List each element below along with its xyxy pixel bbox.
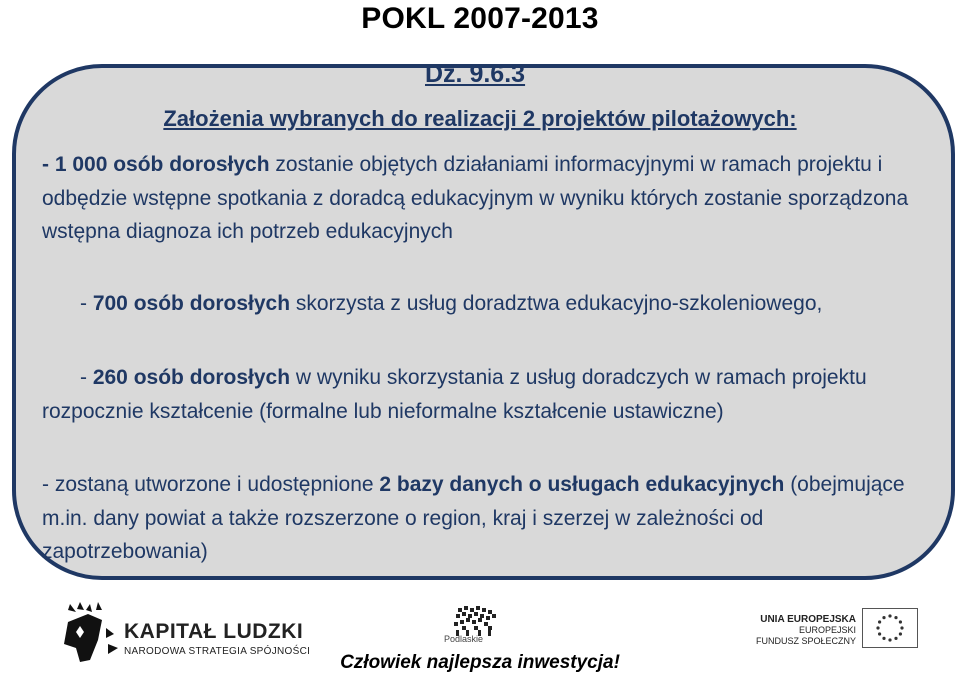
kl-title: KAPITAŁ LUDZKI	[124, 620, 304, 643]
podlaskie-label: Podlaskie	[444, 634, 484, 644]
eu-line-1: UNIA EUROPEJSKA	[760, 614, 856, 625]
page-title: POKL 2007-2013	[361, 2, 599, 35]
p1-bold: - 1 000 osób dorosłych	[42, 153, 270, 176]
footer	[0, 592, 960, 678]
kl-subtitle: NARODOWA STRATEGIA SPÓJNOŚCI	[124, 646, 311, 657]
eu-flag-icon	[862, 608, 918, 648]
eu-line-3: FUNDUSZ SPOŁECZNY	[755, 636, 856, 646]
p2-bold: 700 osób dorosłych	[92, 292, 291, 315]
eu-line-2: EUROPEJSKI	[798, 625, 856, 635]
paragraph-1	[42, 148, 922, 249]
paragraph-2	[42, 287, 922, 321]
p4-text-1: - zostaną utworzone i udostępnione	[42, 473, 380, 496]
p3-bold: 260 osób dorosłych	[92, 366, 291, 389]
p3-dash: -	[80, 366, 93, 389]
p4-text-2: (obejmujące m.in. dany powiat a także rozszerzone o region, kraj i szerzej w zależności od zapotrzebowania)	[42, 473, 905, 563]
p1-text: zostanie objętych działaniami informacyjnymi w ramach projektu i odbędzie wstępne spotkania z doradcą edukacyjnym w wyniku których zostanie sporządzona wstępna diagnoza ich potrzeb edukacyjnych	[42, 153, 909, 243]
p4-bold: 2 bazy danych o usługach edukacyjnych	[379, 473, 785, 496]
eu-text	[720, 614, 856, 647]
content-heading: Założenia wybranych do realizacji 2 projektów pilotażowych:	[163, 106, 797, 131]
measure-number: Dz. 9.6.3	[425, 60, 526, 88]
p2-text: skorzysta z usług doradztwa edukacyjno-szkoleniowego,	[290, 292, 823, 315]
p2-dash: -	[80, 292, 93, 315]
paragraph-4	[42, 468, 922, 569]
slogan: Człowiek najlepsza inwestycja!	[340, 652, 620, 673]
paragraph-3	[42, 361, 922, 428]
p3-text: w wyniku skorzystania z usług doradczych w ramach projektu rozpocznie kształcenie (formalne lub nieformalne kształcenie ustawiczne)	[42, 366, 867, 423]
